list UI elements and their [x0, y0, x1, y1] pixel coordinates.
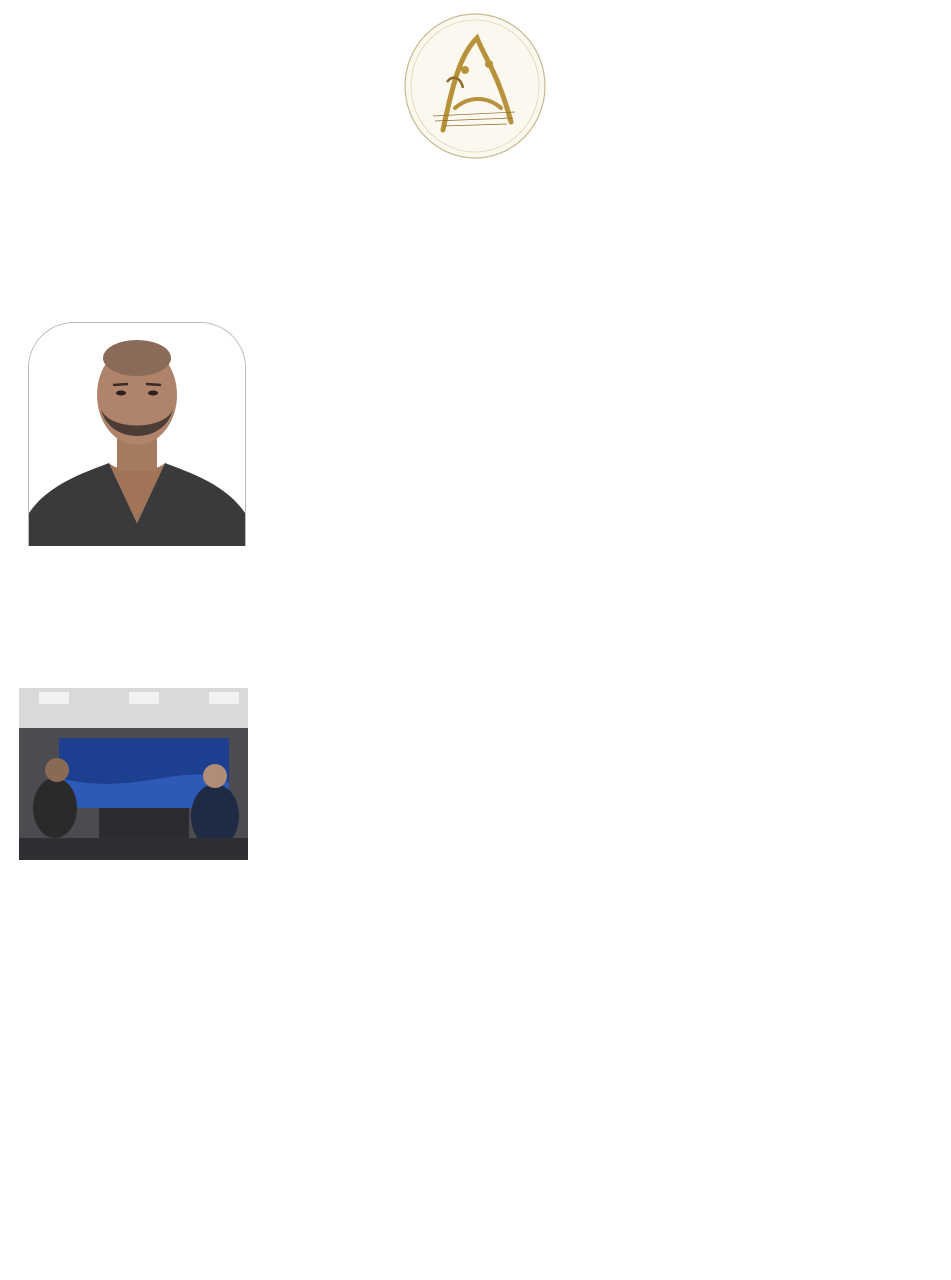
- maitrise-de-vie-logo: [403, 12, 548, 160]
- radio-studio-photo: [19, 688, 248, 860]
- par-line: [262, 349, 942, 369]
- portrait-photo: [28, 322, 246, 546]
